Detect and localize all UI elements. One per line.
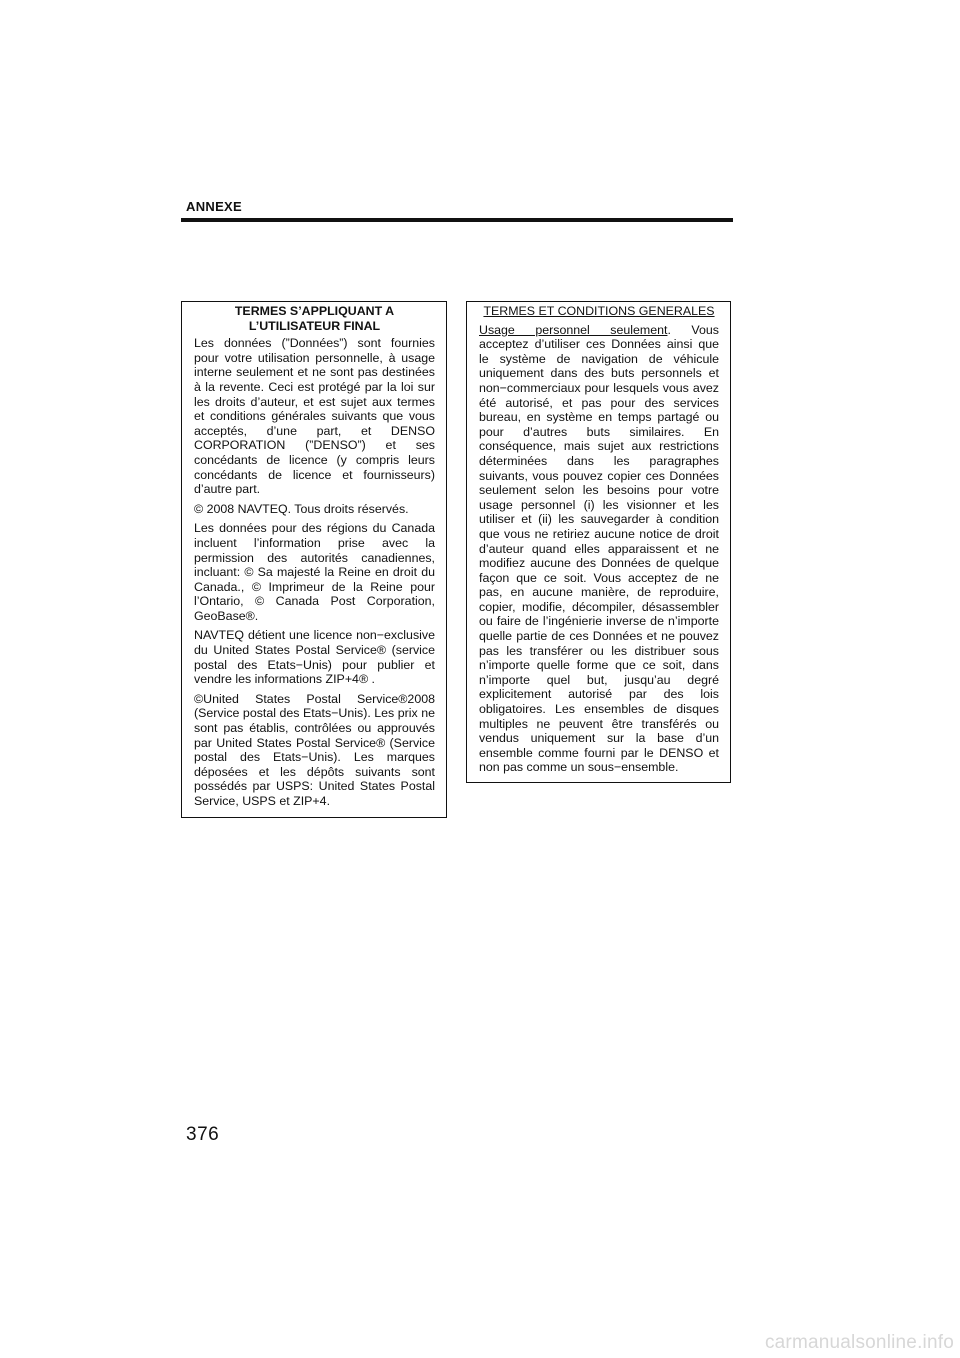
navteq-copyright-paragraph: © 2008 NAVTEQ. Tous droits réservés.: [194, 501, 409, 516]
personal-use-text: . Vous acceptez d’utiliser ces Données ainsi que le système de navigation de véhicule uniquement dans des buts personnels et non−commerciaux pour lesquels vous avez été autorisé, et pas pour des services bureau, en système en temps partagé ou pour d’autres buts similaires. En conséquence, mais sujet aux restrictions déterminées dans les paragraphes suivants, vous pouvez copier ces Données seulement selon les besoins pour votre usage personnel (i) les visionner et les utiliser et (ii) les sauvegarder à condition que vous ne retiriez aucune notice de droit d’auteur quand elles apparaissent et ne modifiez aucune des Données de quelque façon que ce soit. Vous acceptez de ne pas, en aucune manière, de reproduire, copier, modifie, décompiler, désassembler ou faire de l’ingénierie inverse de n’importe quelle partie de ces Données et ne pouvez pas les transférer ou les distribuer sous n’importe quelle forme que ce soit, dans n’importe quel but, jusqu’au degré explicitement autorisé par des lois obligatoires. Les ensembles de disques multiples ne peuvent être transférés ou vendus uniquement sur la base d’un ensemble comme fourni par le DENSO et non pas comme un sous−ensemble.: [479, 322, 719, 775]
canada-data-paragraph: Les données pour des régions du Canada incluent l’information prise avec la permission des autorités canadiennes, incluant: © Sa majesté la Reine en droit du Canada., © Imprimeur de la Reine pour l’Ontario, © Canada Post Corporation, GeoBase®.: [194, 521, 435, 623]
section-header: ANNEXE: [186, 199, 242, 214]
general-terms-box: [466, 301, 731, 783]
end-user-terms-box: [181, 301, 447, 818]
header-divider: [181, 218, 733, 222]
site-watermark: carmanualsonline.info: [764, 1332, 954, 1353]
personal-use-heading: Usage personnel seulement: [479, 322, 668, 337]
personal-use-paragraph: [479, 323, 719, 775]
usps-trademark-paragraph: ©United States Postal Service®2008 (Service postal des Etats−Unis). Les prix ne sont pas établis, contrôlées ou approuvés par United States Postal Service® (Service postal des Etats−Unis). Les marques déposées et les dépôts suivants sont possédés par USPS: United States Postal Service, USPS et ZIP+4.: [194, 691, 435, 808]
data-usage-paragraph: Les données (”Données”) sont fournies pour votre utilisation personnelle, à usage interne seulement et ne sont pas destinées à la revente. Ceci est protégé par la loi sur les droits d’auteur, et est sujet aux termes et conditions générales suivants que vous acceptés, d’une part, et DENSO CORPORATION (”DENSO”) et ses concédants de licence (y compris leurs concédants de licence et fournisseurs) d’autre part.: [194, 336, 435, 497]
end-user-terms-title: TERMES S’APPLIQUANT A L’UTILISATEUR FINAL: [234, 304, 395, 333]
usps-license-paragraph: NAVTEQ détient une licence non−exclusive du United States Postal Service® (service postal des Etats−Unis) pour publier et vendre les informations ZIP+4® .: [194, 628, 435, 687]
general-terms-title: TERMES ET CONDITIONS GENERALES: [483, 304, 715, 318]
page-number: 376: [186, 1124, 220, 1145]
